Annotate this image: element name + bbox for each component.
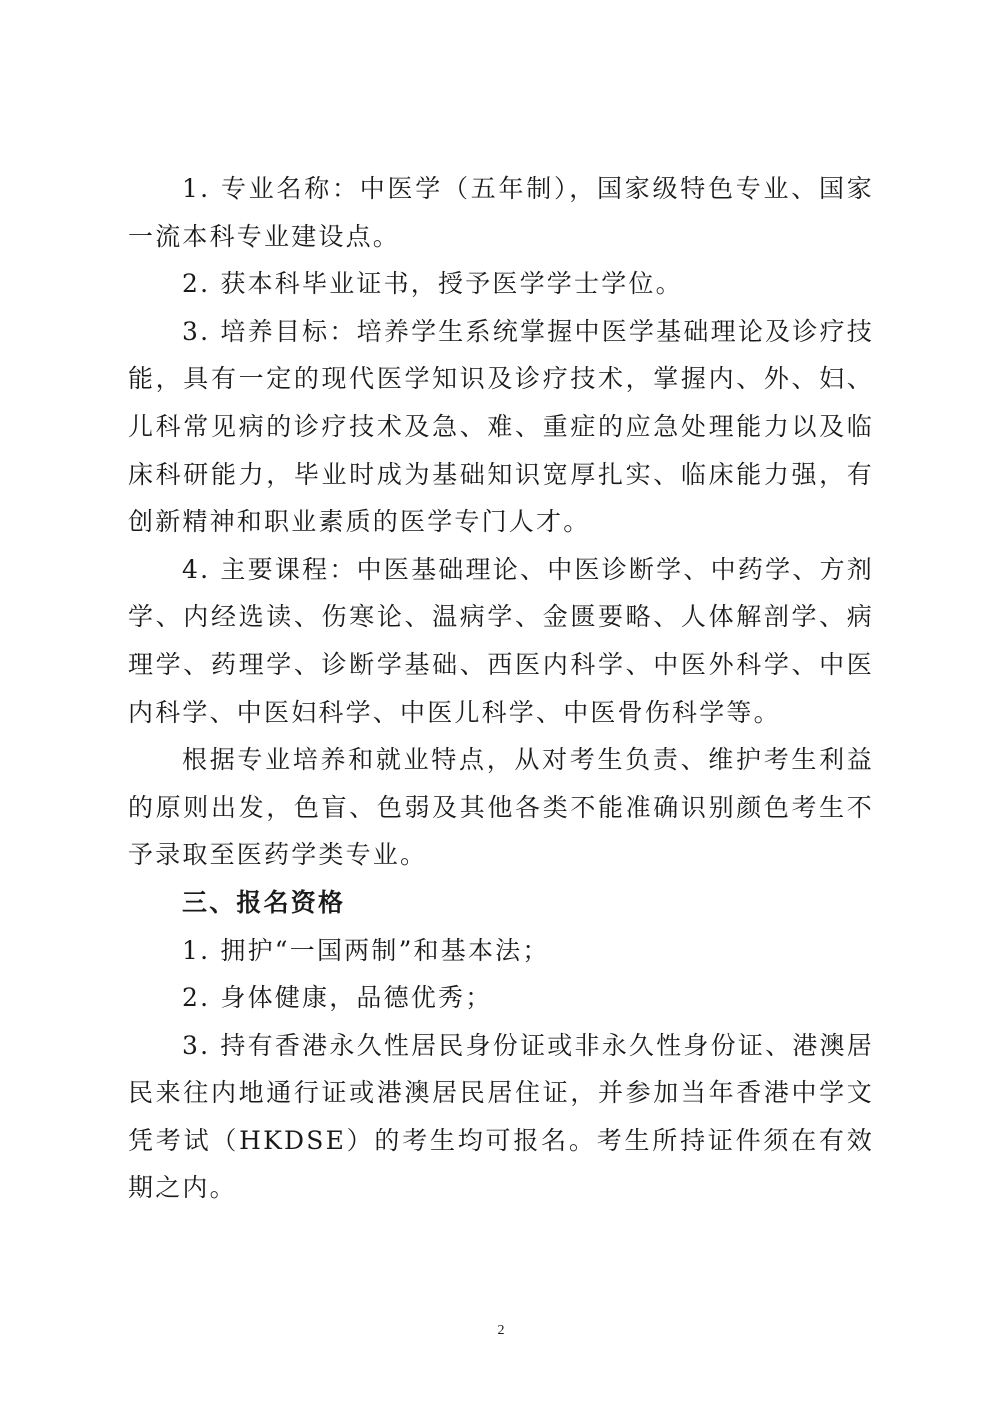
paragraph-color-vision-note: 根据专业培养和就业特点，从对考生负责、维护考生利益的原则出发，色盲、色弱及其他各类不能准确识别颜色考生不予录取至医药学类专业。 — [128, 745, 874, 870]
paragraph-eligibility-1: 1. 拥护“一国两制”和基本法； — [182, 935, 550, 965]
paragraph-eligibility-2: 2. 身体健康，品德优秀； — [182, 983, 493, 1013]
paragraph-eligibility-3: 3. 持有香港永久性居民身份证或非永久性身份证、港澳居民来往内地通行证或港澳居民居住证，并参加当年香港中学文凭考试（HKDSE）的考生均可报名。考生所持证件须在有效期之内。 — [128, 1030, 874, 1203]
paragraph-major-name: 1. 专业名称：中医学（五年制），国家级特色专业、国家一流本科专业建设点。 — [128, 174, 874, 251]
document-body — [128, 165, 874, 1212]
paragraph-degree: 2. 获本科毕业证书，授予医学学士学位。 — [182, 269, 683, 299]
section-heading-eligibility: 三、报名资格 — [182, 887, 346, 917]
page-number: 2 — [497, 1323, 505, 1338]
paragraph-main-courses: 4. 主要课程：中医基础理论、中医诊断学、中药学、方剂学、内经选读、伤寒论、温病学、金匮要略、人体解剖学、病理学、药理学、诊断学基础、西医内科学、中医外科学、中医内科学、中医妇科学、中医儿科学、中医骨伤科学等。 — [128, 554, 874, 727]
paragraph-training-goal: 3. 培养目标：培养学生系统掌握中医学基础理论及诊疗技能，具有一定的现代医学知识及诊疗技术，掌握内、外、妇、儿科常见病的诊疗技术及急、难、重症的应急处理能力以及临床科研能力，毕业时成为基础知识宽厚扎实、临床能力强，有创新精神和职业素质的医学专门人才。 — [128, 316, 874, 537]
